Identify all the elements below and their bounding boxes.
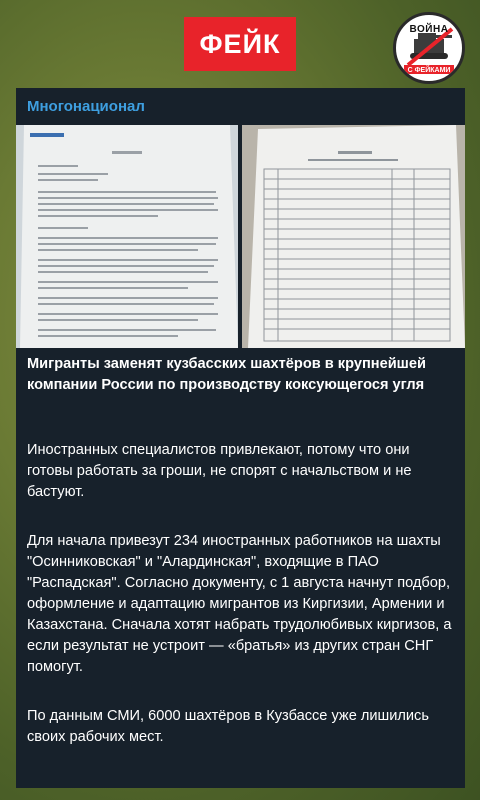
document-order-photo-icon bbox=[16, 125, 238, 348]
post-paragraph-1: Иностранных специалистов привлекают, потому что они готовы работать за гроши, не спорят с начальством и не бастуют. bbox=[27, 442, 412, 500]
war-on-fakes-logo bbox=[393, 12, 465, 84]
channel-name-link[interactable]: Многонационал bbox=[27, 98, 145, 115]
post-paragraph-2: Для начала привезут 234 иностранных работников на шахты "Осинниковская" и "Алардинская", входящие в ПАО "Распадская". Согласно документу, с 1 августа начнут подбор, оформление и адаптацию мигрантов из Киргизии, Армении и Казахстана. Сначала хотят набрать трудолюбивых киргизов, а если результат не устроит — «братья» из других стран СНГ помогут. bbox=[27, 533, 452, 675]
document-photo-right[interactable] bbox=[242, 125, 465, 348]
post-paragraph-3: По данным СМИ, 6000 шахтёров в Кузбассе уже лишились своих рабочих мест. bbox=[27, 708, 429, 745]
document-photo-left[interactable] bbox=[16, 125, 238, 348]
fake-badge: ФЕЙК bbox=[184, 17, 296, 71]
logo-subtitle: С ФЕЙКАМИ bbox=[407, 67, 451, 74]
logo-title: ВОЙНА bbox=[409, 24, 449, 35]
document-table-photo-icon bbox=[242, 125, 465, 348]
post-headline: Мигранты заменят кузбасских шахтёров в крупнейшей компании России по производству коксующегося угля bbox=[27, 356, 426, 393]
telegram-post-card bbox=[16, 88, 465, 788]
